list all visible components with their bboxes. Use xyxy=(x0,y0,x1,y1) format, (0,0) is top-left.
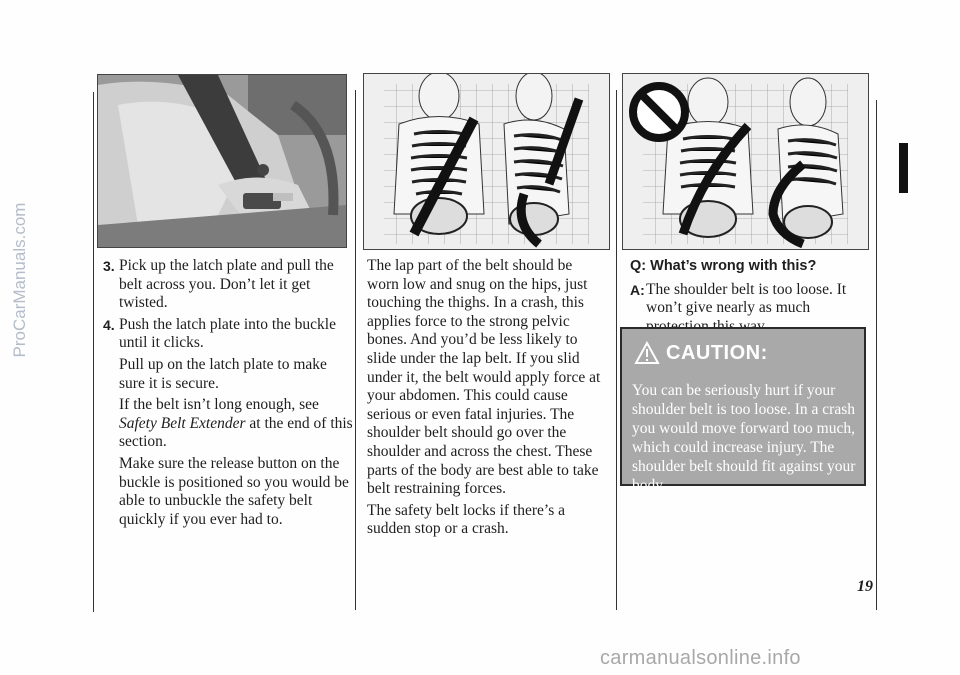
belt-locks-paragraph: The safety belt locks if there’s a sudden stop or a crash. xyxy=(367,501,565,538)
bottom-watermark: carmanualsonline.info xyxy=(600,647,801,669)
step-number: 4. xyxy=(103,316,115,333)
lap-belt-column xyxy=(367,257,607,542)
answer-label: A: xyxy=(630,281,645,298)
section-tab-marker xyxy=(899,143,908,193)
page-number: 19 xyxy=(857,578,873,595)
qa-column xyxy=(630,257,870,336)
belt-extender-paragraph xyxy=(119,396,353,452)
no-symbol-icon xyxy=(633,86,685,138)
release-button-paragraph: Make sure the release button on the buckle is positioned so you would be able to unbuckle the safety belt quickly if you ever had to. xyxy=(119,454,349,528)
buckle-photo xyxy=(97,74,347,248)
column-rule-far-right xyxy=(876,100,877,610)
step-text: Pick up the latch plate and pull the belt across you. Don’t let it get twisted. xyxy=(119,257,334,312)
step-4 xyxy=(103,316,353,353)
buckle-photo-illustration xyxy=(98,75,346,247)
answer-text: The shoulder belt is too loose. It won’t give nearly as much xyxy=(646,280,847,317)
step-3 xyxy=(103,257,353,313)
caution-text: You can be seriously hurt if your shoulder belt is too loose. In a crash you would move forward too much, which could increase injury. The shoulder belt should fit against your body. xyxy=(632,382,856,494)
safety-belt-extender-reference: Safety Belt Extender xyxy=(119,414,246,432)
step-number: 3. xyxy=(103,258,115,274)
loose-belt-diagram xyxy=(622,73,869,250)
correct-belt-skeleton-illustration xyxy=(364,74,609,249)
lap-belt-paragraph: The lap part of the belt should be worn low and snug on the hips, just touching the thighs. In a crash, this applies force to the strong pelvic bones. And you’d be less likely to slide under the lap belt. If you slid under it, the belt would apply force at your abdomen. This could cause serious or even fatal injuries. The shoulder belt should go over the shoulder and across the chest. These parts of the body are best able to take belt restraining forces. xyxy=(367,257,601,498)
column-rule-right xyxy=(616,90,617,610)
caution-header xyxy=(634,341,768,365)
column-rule-middle xyxy=(355,90,356,610)
loose-belt-skeleton-illustration xyxy=(623,74,868,249)
step-text: Push the latch plate into the buckle until it clicks. xyxy=(119,315,336,352)
steps-column xyxy=(103,257,353,532)
column-rule-left xyxy=(93,92,94,612)
caution-title: CAUTION: xyxy=(666,341,768,364)
extender-text-after: at the end of this section. xyxy=(119,414,353,451)
warning-triangle-icon xyxy=(634,341,660,365)
extender-text-before: If the belt isn’t long enough, see xyxy=(119,396,319,414)
question: Q: What’s wrong with this? xyxy=(630,258,817,274)
caution-box xyxy=(620,327,866,494)
correct-belt-diagram xyxy=(363,73,610,250)
latch-secure-paragraph: Pull up on the latch plate to make sure it is secure. xyxy=(119,355,327,392)
side-watermark: ProCarManuals.com xyxy=(10,202,29,358)
